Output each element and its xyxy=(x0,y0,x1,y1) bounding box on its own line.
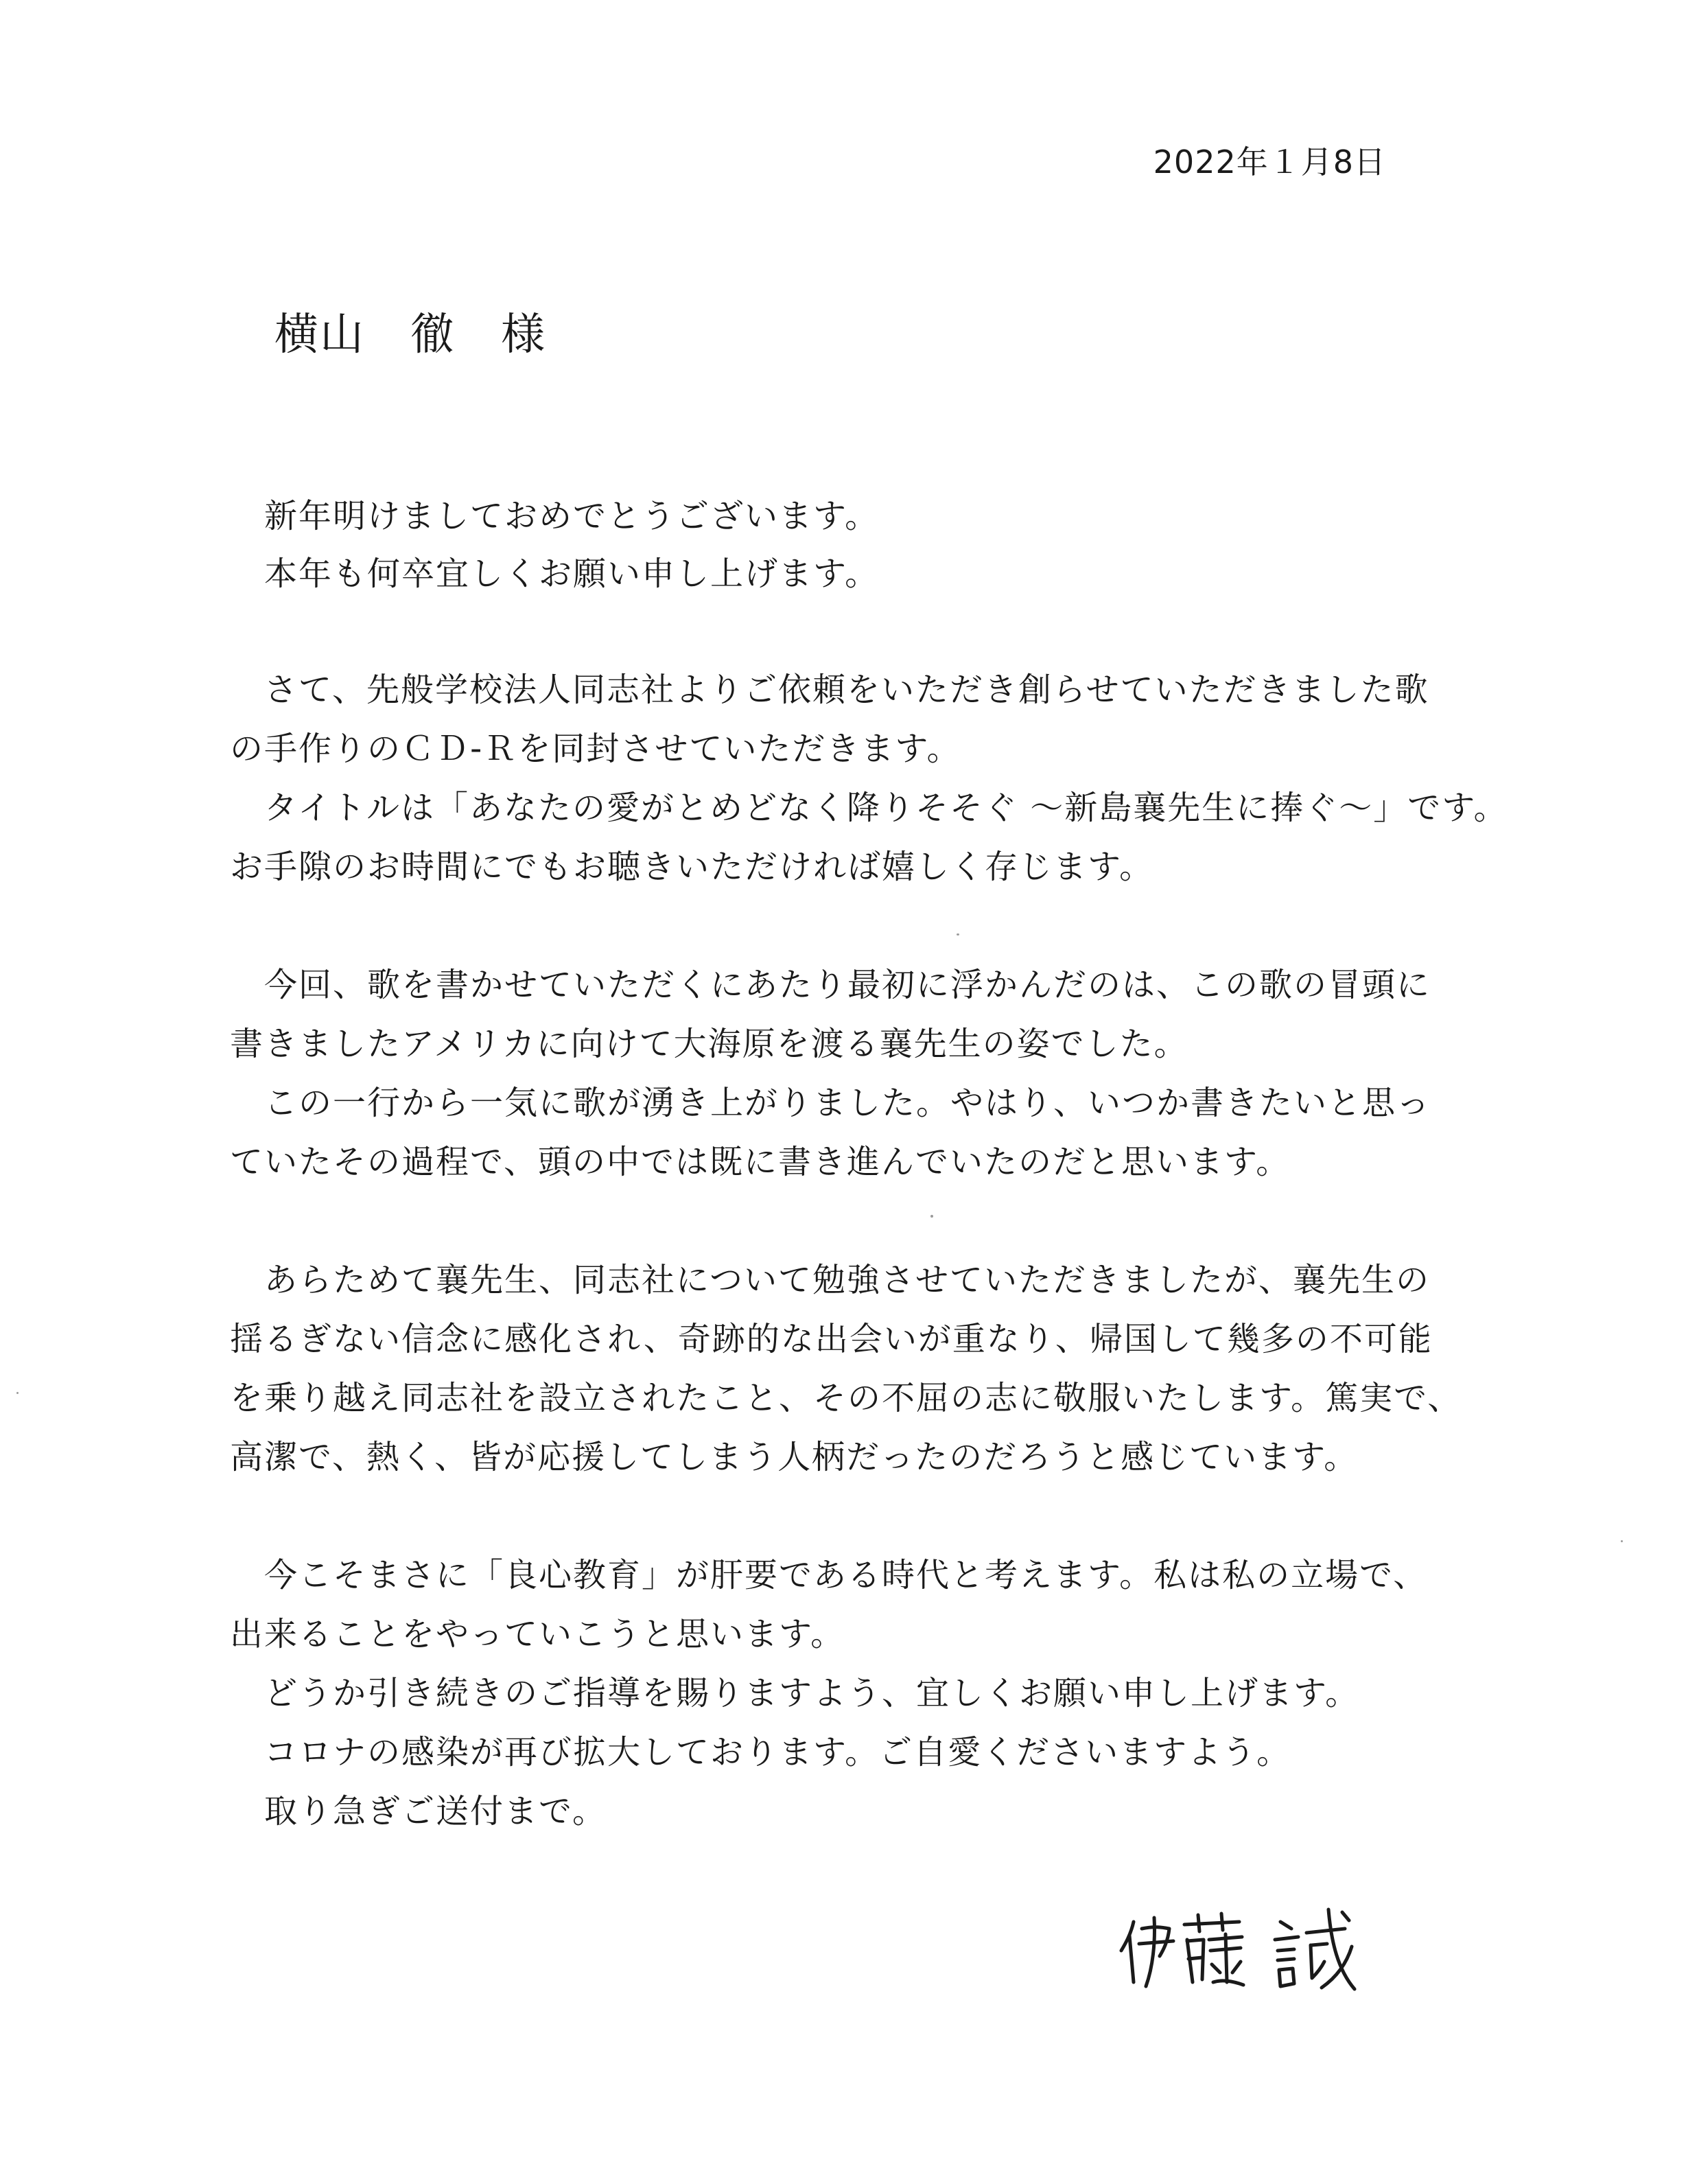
body-line: 新年明けましておめでとうございます。 xyxy=(264,497,880,535)
body-line: 出来ることをやっていこうと思います。 xyxy=(230,1615,845,1653)
body-line: コロナの感染が再び拡大しております。ご自愛くださいますよう。 xyxy=(264,1733,1291,1771)
addressee: 横山 徹 様 xyxy=(274,310,546,360)
scan-speck xyxy=(16,1392,19,1394)
handwritten-signature xyxy=(1118,1901,1407,1997)
body-line: タイトルは「あなたの愛がとめどなく降りそそぐ ～新島襄先生に捧ぐ～」です。 xyxy=(264,789,1508,827)
body-line: 高潔で、熱く、皆が応援してしまう人柄だったのだろうと感じています。 xyxy=(230,1438,1359,1476)
scan-speck xyxy=(957,933,959,936)
body-line: 書きましたアメリカに向けて大海原を渡る襄先生の姿でした。 xyxy=(230,1025,1188,1063)
body-line: 本年も何卒宜しくお願い申し上げます。 xyxy=(264,555,880,593)
body-line: 取り急ぎご送付まで。 xyxy=(264,1792,607,1831)
body-line: の手作りのＣＤ-Ｒを同封させていただきます。 xyxy=(230,730,961,768)
body-line: 揺るぎない信念に感化され、奇跡的な出会いが重なり、帰国して幾多の不可能 xyxy=(230,1320,1433,1358)
body-line: 今こそまさに「良心教育」が肝要である時代と考えます。私は私の立場で、 xyxy=(264,1556,1428,1594)
signature-drawing xyxy=(1118,1901,1407,1997)
scan-speck xyxy=(930,1215,933,1218)
body-line: この一行から一気に歌が湧き上がりました。やはり、いつか書きたいと思っ xyxy=(264,1084,1431,1122)
body-line: ていたその過程で、頭の中では既に書き進んでいたのだと思います。 xyxy=(230,1143,1291,1181)
body-line: を乗り越え同志社を設立されたこと、その不屈の志に敬服いたします。篤実で、 xyxy=(230,1379,1462,1417)
body-line: 今回、歌を書かせていただくにあたり最初に浮かんだのは、この歌の冒頭に xyxy=(264,966,1431,1004)
letter-date: 2022年１月8日 xyxy=(1153,143,1386,181)
body-line: さて、先般学校法人同志社よりご依頼をいただき創らせていただきました歌 xyxy=(264,671,1429,709)
body-line: お手隙のお時間にでもお聴きいただければ嬉しく存じます。 xyxy=(230,848,1154,886)
body-line: あらためて襄先生、同志社について勉強させていただきましたが、襄先生の xyxy=(264,1261,1431,1299)
scan-speck xyxy=(1621,1540,1623,1542)
body-line: どうか引き続きのご指導を賜りますよう、宜しくお願い申し上げます。 xyxy=(264,1674,1360,1712)
